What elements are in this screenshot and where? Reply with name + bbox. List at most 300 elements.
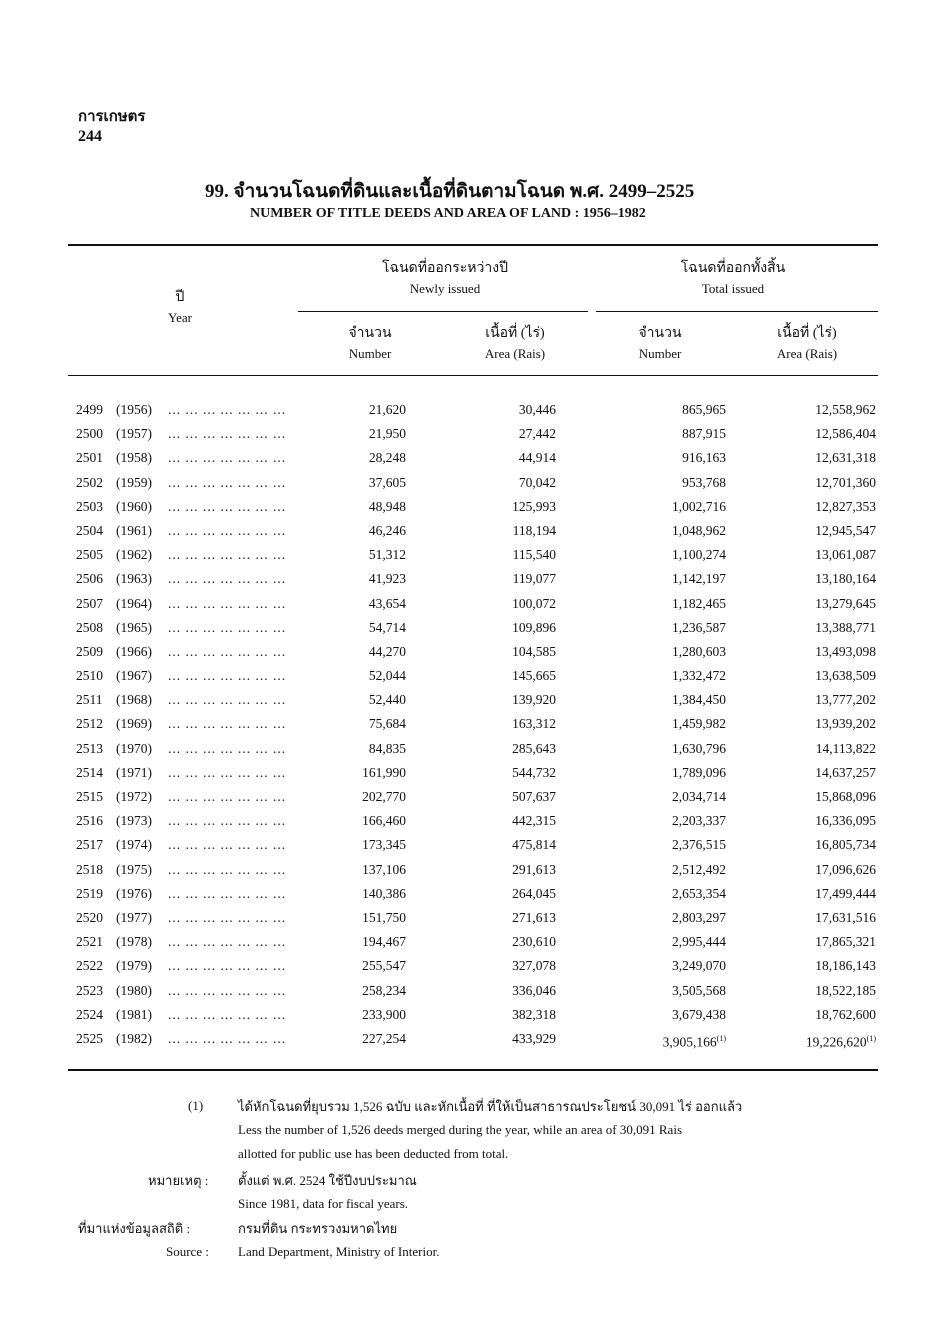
- new-area-cell: [476, 520, 556, 542]
- year-ce-cell: [116, 689, 152, 711]
- total-area-header: [752, 324, 862, 364]
- source-label-thai: ที่มาแห่งข้อมูลสถิติ :: [78, 1221, 191, 1236]
- new-number-cell-text: 140,386: [362, 885, 406, 901]
- total-number-cell: [616, 834, 726, 856]
- new-number-cell: [326, 907, 406, 929]
- new-number-cell-text: 166,460: [362, 813, 406, 829]
- year-be-cell-text: 2499: [76, 402, 103, 417]
- new-area-cell-text: 109,896: [512, 619, 556, 635]
- total-number-cell: [616, 496, 726, 518]
- year-be-cell: [76, 423, 103, 445]
- total-number-cell-text: 1,789,096: [672, 764, 726, 780]
- table-row: [76, 980, 876, 1004]
- table-row: [76, 810, 876, 834]
- new-area-cell: [476, 738, 556, 760]
- total-area-cell: [756, 472, 876, 494]
- year-be-cell-text: 2516: [76, 813, 103, 829]
- total-area-cell: [756, 496, 876, 518]
- year-be-cell: [76, 568, 103, 590]
- table-row: [76, 447, 876, 471]
- year-be-cell: [76, 762, 103, 784]
- source-english: Land Department, Ministry of Interior.: [238, 1244, 440, 1259]
- new-area-cell-text: 264,045: [512, 885, 556, 901]
- year-be-cell: [76, 665, 103, 687]
- year-ce-cell-text: (1963): [116, 571, 152, 587]
- total-number-cell: [616, 980, 726, 1002]
- total-area-cell: [756, 593, 876, 615]
- table-row: [76, 955, 876, 979]
- new-area-cell: [476, 544, 556, 566]
- new-area-cell-text: 104,585: [512, 643, 556, 659]
- table-row: [76, 931, 876, 955]
- title-thai-text: จำนวนโฉนดที่ดินและเนื้อที่ดินตามโฉนด พ.ศ. 2499–2525: [233, 181, 695, 202]
- remark-label-thai: หมายเหตุ :: [148, 1173, 209, 1188]
- leader-dots: [168, 472, 286, 494]
- total-area-cell-text: 14,113,822: [815, 740, 876, 756]
- total-area-cell-text: 12,945,547: [815, 522, 876, 538]
- year-ce-cell-text: (1972): [116, 789, 152, 804]
- total-number-cell-text: 1,048,962: [672, 522, 726, 538]
- new-number-cell: [326, 447, 406, 469]
- total-area-cell-text: 12,558,962: [815, 402, 876, 417]
- year-ce-cell: [116, 447, 152, 469]
- year-be-cell: [76, 641, 103, 663]
- table-row: [76, 544, 876, 568]
- new-number-cell: [326, 568, 406, 590]
- total-area-cell: [756, 955, 876, 977]
- leader-dots: [168, 762, 286, 784]
- new-area-cell: [476, 907, 556, 929]
- total-area-cell: [756, 738, 876, 760]
- year-be-cell-text: 2510: [76, 668, 103, 684]
- total-area-cell: [756, 1028, 876, 1054]
- new-number-cell-text: 173,345: [362, 837, 406, 853]
- total-number-cell-text: 1,142,197: [672, 571, 726, 587]
- year-ce-cell: [116, 617, 152, 639]
- new-area-cell-text: 271,613: [512, 909, 556, 925]
- table-row: [76, 472, 876, 496]
- year-be-cell-text: 2512: [76, 716, 103, 732]
- total-area-cell: [756, 423, 876, 445]
- leader-dots: [168, 423, 286, 445]
- total-issued-header: [628, 259, 838, 299]
- footnote-1-english-a: Less the number of 1,526 deeds merged during the year, while an area of 30,091 Rais: [238, 1122, 682, 1137]
- year-be-cell: [76, 907, 103, 929]
- year-be-cell-text: 2519: [76, 885, 103, 901]
- year-be-cell-text: 2507: [76, 595, 103, 611]
- table-row: [76, 786, 876, 810]
- table-row: [76, 423, 876, 447]
- year-ce-cell: [116, 859, 152, 881]
- total-area-cell-text: 16,336,095: [815, 813, 876, 829]
- year-ce-cell: [116, 544, 152, 566]
- total-area-cell: [756, 447, 876, 469]
- total-area-cell: [756, 399, 876, 421]
- new-number-cell: [326, 955, 406, 977]
- year-be-cell-text: 2522: [76, 958, 103, 974]
- newly-issued-english: Newly issued: [409, 281, 481, 296]
- leader-dots-text: ... ... ... ... ... ... ...: [168, 764, 287, 780]
- year-be-cell: [76, 859, 103, 881]
- total-number-cell: [616, 520, 726, 542]
- leader-dots: [168, 665, 286, 687]
- year-be-cell: [76, 544, 103, 566]
- new-area-cell-text: 544,732: [512, 764, 556, 780]
- footnote-ref: (1): [866, 1033, 876, 1043]
- total-number-cell-text: 1,630,796: [672, 740, 726, 756]
- year-ce-cell-text: (1979): [116, 958, 152, 974]
- total-area-cell: [756, 859, 876, 881]
- new-number-cell: [326, 1028, 406, 1050]
- new-number-cell-text: 194,467: [362, 934, 406, 950]
- year-ce-cell-text: (1975): [116, 861, 152, 877]
- total-area-cell: [756, 641, 876, 663]
- leader-dots-text: ... ... ... ... ... ... ...: [168, 619, 287, 635]
- new-number-cell-text: 151,750: [362, 909, 406, 925]
- table-row: [76, 1028, 876, 1052]
- leader-dots: [168, 520, 286, 542]
- table-row: [76, 738, 876, 762]
- new-number-header: [320, 324, 420, 364]
- year-ce-cell-text: (1971): [116, 764, 152, 780]
- new-area-thai: เนื้อที่ (ไร่): [485, 326, 545, 341]
- total-number-cell: [616, 810, 726, 832]
- footnote-ref: (1): [716, 1033, 726, 1043]
- total-area-cell: [756, 713, 876, 735]
- leader-dots-text: ... ... ... ... ... ... ...: [168, 716, 287, 732]
- year-be-cell: [76, 496, 103, 518]
- new-number-cell-text: 52,440: [368, 692, 406, 708]
- new-number-cell-text: 51,312: [368, 547, 406, 563]
- leader-dots-text: ... ... ... ... ... ... ...: [168, 789, 287, 804]
- new-area-cell-text: 27,442: [518, 426, 556, 442]
- leader-dots: [168, 907, 286, 929]
- new-number-cell-text: 28,248: [368, 450, 406, 466]
- new-number-cell-text: 161,990: [362, 764, 406, 780]
- year-ce-cell: [116, 955, 152, 977]
- total-area-cell-text: 18,762,600: [815, 1006, 876, 1022]
- new-number-cell: [326, 1004, 406, 1026]
- total-number-cell: [616, 689, 726, 711]
- new-area-cell: [476, 472, 556, 494]
- new-area-cell-text: 230,610: [512, 934, 556, 950]
- total-number-cell-text: 2,803,297: [672, 909, 726, 925]
- year-ce-cell-text: (1958): [116, 450, 152, 466]
- table-row: [76, 859, 876, 883]
- leader-dots-text: ... ... ... ... ... ... ...: [168, 450, 287, 466]
- year-be-cell: [76, 447, 103, 469]
- leader-dots-text: ... ... ... ... ... ... ...: [168, 982, 287, 998]
- leader-dots: [168, 496, 286, 518]
- total-number-cell-text: 1,332,472: [672, 668, 726, 684]
- year-ce-cell: [116, 1028, 152, 1050]
- total-area-cell-text: 19,226,620: [805, 1034, 867, 1050]
- new-number-cell-text: 258,234: [362, 982, 406, 998]
- leader-dots: [168, 568, 286, 590]
- total-area-cell-text: 13,493,098: [815, 643, 876, 659]
- new-number-cell-text: 202,770: [362, 789, 406, 804]
- total-number-cell: [616, 1004, 726, 1026]
- new-number-cell-text: 48,948: [368, 498, 406, 514]
- new-number-cell: [326, 423, 406, 445]
- new-area-cell: [476, 955, 556, 977]
- year-ce-cell-text: (1982): [116, 1030, 152, 1046]
- total-area-cell: [756, 883, 876, 905]
- remark-thai: ตั้งแต่ พ.ศ. 2524 ใช้ปีงบประมาณ: [238, 1173, 417, 1188]
- leader-dots-text: ... ... ... ... ... ... ...: [168, 595, 287, 611]
- leader-dots: [168, 641, 286, 663]
- total-number-cell-text: 1,459,982: [672, 716, 726, 732]
- year-be-cell: [76, 810, 103, 832]
- year-ce-cell: [116, 907, 152, 929]
- new-area-cell: [476, 665, 556, 687]
- total-issued-english: Total issued: [701, 281, 765, 296]
- year-ce-cell: [116, 593, 152, 615]
- new-area-cell-text: 145,665: [512, 668, 556, 684]
- total-number-cell: [616, 665, 726, 687]
- total-number-cell: [616, 399, 726, 421]
- year-header-thai: ปี: [175, 290, 185, 305]
- total-number-cell-text: 3,905,166: [662, 1034, 717, 1050]
- year-ce-cell-text: (1981): [116, 1006, 152, 1022]
- year-be-cell: [76, 713, 103, 735]
- year-ce-cell: [116, 713, 152, 735]
- year-ce-cell: [116, 568, 152, 590]
- footnote-1-thai: ได้หักโฉนดที่ยุบรวม 1,526 ฉบับ และหักเนื้อที่ ที่ให้เป็นสาธารณประโยชน์ 30,091 ไร่ ออกแล้ว: [238, 1099, 743, 1114]
- remark-english: Since 1981, data for fiscal years.: [238, 1196, 409, 1211]
- total-number-header: [610, 324, 710, 364]
- new-area-cell: [476, 496, 556, 518]
- new-area-header: [460, 324, 570, 364]
- year-be-cell: [76, 399, 103, 421]
- total-number-english: Number: [638, 346, 682, 361]
- leader-dots-text: ... ... ... ... ... ... ...: [168, 885, 287, 901]
- year-ce-cell: [116, 520, 152, 542]
- year-be-cell: [76, 883, 103, 905]
- section-header: การเกษตร: [78, 109, 146, 125]
- total-number-cell-text: 887,915: [682, 426, 726, 442]
- year-be-cell-text: 2514: [76, 764, 103, 780]
- leader-dots-text: ... ... ... ... ... ... ...: [168, 861, 287, 877]
- year-be-cell-text: 2505: [76, 547, 103, 563]
- year-ce-cell-text: (1968): [116, 692, 152, 708]
- total-area-cell-text: 13,180,164: [815, 571, 876, 587]
- leader-dots-text: ... ... ... ... ... ... ...: [168, 740, 287, 756]
- leader-dots-text: ... ... ... ... ... ... ...: [168, 909, 287, 925]
- total-number-cell-text: 2,203,337: [672, 813, 726, 829]
- new-area-cell-text: 336,046: [512, 982, 556, 998]
- new-number-cell: [326, 689, 406, 711]
- table-title-thai: [205, 176, 805, 206]
- footnote-1-english-b: allotted for public use has been deducted from total.: [238, 1146, 509, 1161]
- year-be-cell-text: 2511: [76, 692, 103, 708]
- table-row: [76, 907, 876, 931]
- year-ce-cell-text: (1960): [116, 498, 152, 514]
- year-ce-cell: [116, 496, 152, 518]
- leader-dots: [168, 931, 286, 953]
- total-number-cell-text: 3,505,568: [672, 982, 726, 998]
- source-label-english: Source :: [166, 1244, 209, 1259]
- total-area-cell-text: 13,279,645: [815, 595, 876, 611]
- leader-dots-text: ... ... ... ... ... ... ...: [168, 643, 287, 659]
- leader-dots-text: ... ... ... ... ... ... ...: [168, 1030, 287, 1046]
- new-area-cell: [476, 810, 556, 832]
- year-be-cell-text: 2504: [76, 522, 103, 538]
- new-area-english: Area (Rais): [484, 346, 546, 361]
- year-be-cell-text: 2506: [76, 571, 103, 587]
- year-be-cell-text: 2501: [76, 450, 103, 466]
- table-row: [76, 496, 876, 520]
- year-be-cell: [76, 1004, 103, 1026]
- year-ce-cell-text: (1962): [116, 547, 152, 563]
- new-number-cell: [326, 665, 406, 687]
- new-number-english: Number: [348, 346, 392, 361]
- total-area-cell-text: 13,061,087: [815, 547, 876, 563]
- total-area-cell-text: 12,827,353: [815, 498, 876, 514]
- total-number-cell: [616, 423, 726, 445]
- new-number-thai: จำนวน: [348, 326, 392, 341]
- new-area-cell: [476, 617, 556, 639]
- new-number-cell-text: 37,605: [368, 474, 406, 490]
- new-number-cell: [326, 399, 406, 421]
- leader-dots: [168, 617, 286, 639]
- new-number-cell: [326, 520, 406, 542]
- total-number-cell-text: 1,100,274: [672, 547, 726, 563]
- year-be-cell-text: 2525: [76, 1030, 103, 1046]
- year-be-cell: [76, 786, 103, 808]
- table-row: [76, 641, 876, 665]
- new-area-cell: [476, 593, 556, 615]
- total-area-cell-text: 12,701,360: [815, 474, 876, 490]
- total-area-cell-text: 17,096,626: [815, 861, 876, 877]
- new-number-cell: [326, 641, 406, 663]
- leader-dots: [168, 786, 286, 808]
- year-be-cell: [76, 472, 103, 494]
- year-ce-cell: [116, 980, 152, 1002]
- table-row: [76, 1004, 876, 1028]
- total-area-cell-text: 16,805,734: [815, 837, 876, 853]
- newly-issued-thai: โฉนดที่ออกระหว่างปี: [382, 261, 508, 276]
- leader-dots: [168, 1028, 286, 1050]
- leader-dots-text: ... ... ... ... ... ... ...: [168, 498, 287, 514]
- new-area-cell-text: 442,315: [512, 813, 556, 829]
- year-be-cell: [76, 980, 103, 1002]
- total-area-cell-text: 17,865,321: [815, 934, 876, 950]
- new-area-cell: [476, 568, 556, 590]
- total-area-cell-text: 12,631,318: [815, 450, 876, 466]
- year-ce-cell-text: (1961): [116, 522, 152, 538]
- year-be-cell-text: 2520: [76, 909, 103, 925]
- new-number-cell: [326, 738, 406, 760]
- total-number-cell: [616, 472, 726, 494]
- year-be-cell-text: 2515: [76, 789, 103, 804]
- table-row: [76, 617, 876, 641]
- new-area-cell: [476, 762, 556, 784]
- leader-dots-text: ... ... ... ... ... ... ...: [168, 547, 287, 563]
- leader-dots-text: ... ... ... ... ... ... ...: [168, 402, 287, 417]
- new-area-cell-text: 327,078: [512, 958, 556, 974]
- leader-dots-text: ... ... ... ... ... ... ...: [168, 426, 287, 442]
- new-area-cell: [476, 641, 556, 663]
- header-bottom-rule: [68, 375, 878, 376]
- leader-dots-text: ... ... ... ... ... ... ...: [168, 692, 287, 708]
- total-area-cell: [756, 980, 876, 1002]
- new-area-cell-text: 285,643: [512, 740, 556, 756]
- year-ce-cell: [116, 665, 152, 687]
- new-number-cell: [326, 859, 406, 881]
- new-number-cell: [326, 713, 406, 735]
- year-be-cell-text: 2503: [76, 498, 103, 514]
- year-ce-cell: [116, 399, 152, 421]
- total-number-cell: [616, 738, 726, 760]
- year-be-cell: [76, 1028, 103, 1050]
- total-number-cell: [616, 593, 726, 615]
- new-area-cell: [476, 689, 556, 711]
- leader-dots-text: ... ... ... ... ... ... ...: [168, 958, 287, 974]
- year-ce-cell-text: (1969): [116, 716, 152, 732]
- new-number-cell-text: 255,547: [362, 958, 406, 974]
- total-number-thai: จำนวน: [638, 326, 682, 341]
- new-area-cell: [476, 1004, 556, 1026]
- new-number-cell-text: 43,654: [368, 595, 406, 611]
- new-number-cell: [326, 472, 406, 494]
- total-area-cell: [756, 810, 876, 832]
- new-number-cell: [326, 617, 406, 639]
- year-ce-cell-text: (1980): [116, 982, 152, 998]
- leader-dots: [168, 1004, 286, 1026]
- new-area-cell: [476, 399, 556, 421]
- year-be-cell: [76, 738, 103, 760]
- total-number-cell-text: 953,768: [682, 474, 726, 490]
- year-be-cell-text: 2502: [76, 474, 103, 490]
- total-area-cell-text: 18,522,185: [815, 982, 876, 998]
- year-be-cell: [76, 617, 103, 639]
- year-be-cell: [76, 520, 103, 542]
- year-ce-cell-text: (1973): [116, 813, 152, 829]
- new-area-cell-text: 139,920: [512, 692, 556, 708]
- table-title-english: NUMBER OF TITLE DEEDS AND AREA OF LAND : 1956–1982: [250, 206, 646, 221]
- total-area-thai: เนื้อที่ (ไร่): [777, 326, 837, 341]
- leader-dots: [168, 834, 286, 856]
- leader-dots-text: ... ... ... ... ... ... ...: [168, 1006, 287, 1022]
- total-number-cell-text: 3,679,438: [672, 1006, 726, 1022]
- new-area-cell-text: 119,077: [512, 571, 556, 587]
- new-area-cell: [476, 980, 556, 1002]
- total-number-cell-text: 1,236,587: [672, 619, 726, 635]
- total-area-english: Area (Rais): [776, 346, 838, 361]
- total-number-cell-text: 2,995,444: [672, 934, 726, 950]
- new-area-cell-text: 100,072: [512, 595, 556, 611]
- year-ce-cell-text: (1967): [116, 668, 152, 684]
- total-number-cell-text: 1,384,450: [672, 692, 726, 708]
- new-number-cell-text: 137,106: [362, 861, 406, 877]
- total-number-cell: [616, 859, 726, 881]
- total-number-cell: [616, 713, 726, 735]
- newly-issued-header: [340, 259, 550, 299]
- table-row: [76, 883, 876, 907]
- year-ce-cell: [116, 641, 152, 663]
- year-ce-cell: [116, 786, 152, 808]
- year-ce-cell-text: (1977): [116, 909, 152, 925]
- leader-dots-text: ... ... ... ... ... ... ...: [168, 474, 287, 490]
- new-area-cell: [476, 931, 556, 953]
- leader-dots: [168, 810, 286, 832]
- total-number-cell: [616, 1028, 726, 1054]
- total-number-cell-text: 1,182,465: [672, 595, 726, 611]
- new-number-cell-text: 21,620: [368, 402, 406, 417]
- total-area-cell: [756, 762, 876, 784]
- table-bottom-rule: [68, 1069, 878, 1071]
